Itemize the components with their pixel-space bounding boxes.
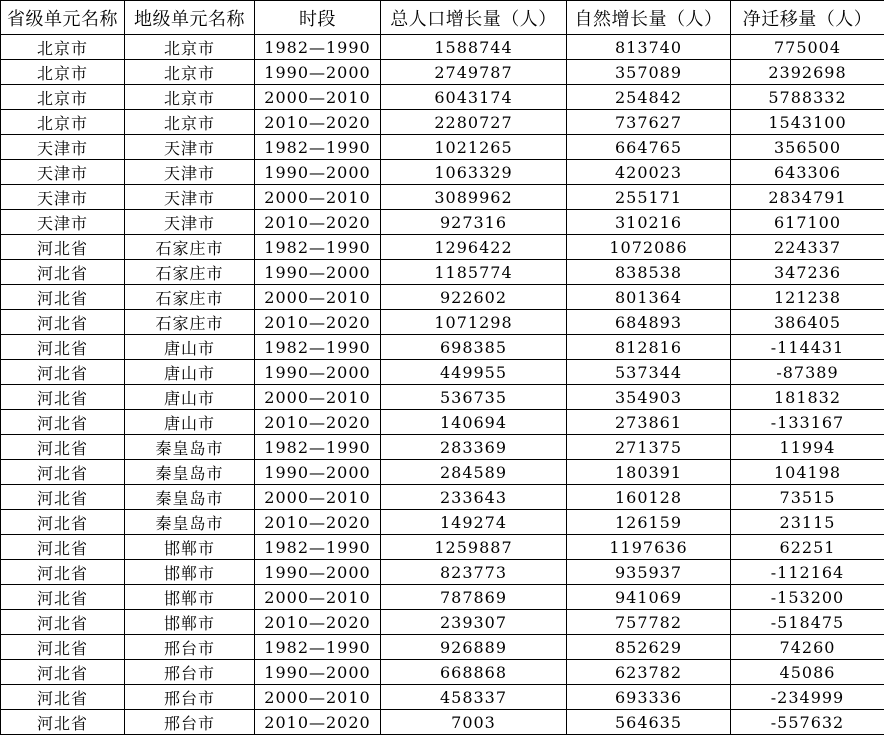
cell-total-growth: 1071298 xyxy=(381,310,567,335)
cell-period: 2000—2010 xyxy=(255,285,381,310)
cell-prefecture: 唐山市 xyxy=(125,360,255,385)
cell-total-growth: 284589 xyxy=(381,460,567,485)
cell-province: 河北省 xyxy=(1,335,125,360)
cell-period: 1990—2000 xyxy=(255,60,381,85)
table-row xyxy=(1,260,884,285)
cell-natural-growth: 537344 xyxy=(567,360,731,385)
cell-total-growth: 823773 xyxy=(381,560,567,585)
table-row xyxy=(1,335,884,360)
cell-prefecture: 唐山市 xyxy=(125,410,255,435)
cell-period: 2000—2010 xyxy=(255,85,381,110)
cell-period: 1990—2000 xyxy=(255,360,381,385)
cell-prefecture: 邯郸市 xyxy=(125,610,255,635)
cell-province: 河北省 xyxy=(1,535,125,560)
cell-total-growth: 1296422 xyxy=(381,235,567,260)
cell-total-growth: 149274 xyxy=(381,510,567,535)
cell-prefecture: 天津市 xyxy=(125,210,255,235)
table-row xyxy=(1,285,884,310)
cell-total-growth: 458337 xyxy=(381,685,567,710)
cell-net-migration: -557632 xyxy=(731,710,884,735)
cell-prefecture: 秦皇岛市 xyxy=(125,485,255,510)
cell-natural-growth: 564635 xyxy=(567,710,731,735)
cell-prefecture: 邯郸市 xyxy=(125,560,255,585)
cell-prefecture: 秦皇岛市 xyxy=(125,510,255,535)
cell-period: 1990—2000 xyxy=(255,460,381,485)
cell-net-migration: -153200 xyxy=(731,585,884,610)
table-row xyxy=(1,535,884,560)
cell-natural-growth: 838538 xyxy=(567,260,731,285)
cell-net-migration: 1543100 xyxy=(731,110,884,135)
cell-net-migration: 104198 xyxy=(731,460,884,485)
cell-period: 2010—2020 xyxy=(255,510,381,535)
cell-net-migration: 386405 xyxy=(731,310,884,335)
cell-total-growth: 449955 xyxy=(381,360,567,385)
cell-total-growth: 1259887 xyxy=(381,535,567,560)
cell-natural-growth: 941069 xyxy=(567,585,731,610)
cell-total-growth: 6043174 xyxy=(381,85,567,110)
cell-total-growth: 1588744 xyxy=(381,35,567,60)
table-row xyxy=(1,110,884,135)
cell-natural-growth: 255171 xyxy=(567,185,731,210)
cell-prefecture: 天津市 xyxy=(125,135,255,160)
cell-net-migration: -114431 xyxy=(731,335,884,360)
cell-province: 天津市 xyxy=(1,135,125,160)
cell-province: 河北省 xyxy=(1,235,125,260)
cell-province: 北京市 xyxy=(1,85,125,110)
table-row xyxy=(1,310,884,335)
cell-prefecture: 邯郸市 xyxy=(125,585,255,610)
cell-net-migration: 617100 xyxy=(731,210,884,235)
cell-prefecture: 邢台市 xyxy=(125,685,255,710)
header-net-migration: 净迁移量（人） xyxy=(731,1,884,35)
table-row xyxy=(1,635,884,660)
cell-province: 河北省 xyxy=(1,635,125,660)
cell-net-migration: 224337 xyxy=(731,235,884,260)
cell-province: 天津市 xyxy=(1,185,125,210)
table-row xyxy=(1,560,884,585)
table-row xyxy=(1,485,884,510)
cell-period: 2010—2020 xyxy=(255,110,381,135)
cell-period: 1990—2000 xyxy=(255,160,381,185)
header-natural-growth: 自然增长量（人） xyxy=(567,1,731,35)
table-row xyxy=(1,385,884,410)
cell-net-migration: -518475 xyxy=(731,610,884,635)
table-row xyxy=(1,135,884,160)
cell-natural-growth: 1197636 xyxy=(567,535,731,560)
cell-prefecture: 邢台市 xyxy=(125,710,255,735)
cell-province: 河北省 xyxy=(1,485,125,510)
cell-net-migration: 45086 xyxy=(731,660,884,685)
cell-period: 2010—2020 xyxy=(255,310,381,335)
cell-net-migration: 2392698 xyxy=(731,60,884,85)
cell-natural-growth: 254842 xyxy=(567,85,731,110)
table-row xyxy=(1,35,884,60)
cell-period: 1982—1990 xyxy=(255,235,381,260)
cell-natural-growth: 273861 xyxy=(567,410,731,435)
cell-natural-growth: 852629 xyxy=(567,635,731,660)
cell-province: 河北省 xyxy=(1,610,125,635)
cell-total-growth: 1063329 xyxy=(381,160,567,185)
cell-prefecture: 北京市 xyxy=(125,35,255,60)
cell-net-migration: -133167 xyxy=(731,410,884,435)
cell-province: 河北省 xyxy=(1,360,125,385)
cell-natural-growth: 271375 xyxy=(567,435,731,460)
table-row xyxy=(1,235,884,260)
cell-total-growth: 536735 xyxy=(381,385,567,410)
cell-period: 2000—2010 xyxy=(255,485,381,510)
cell-natural-growth: 623782 xyxy=(567,660,731,685)
cell-period: 1990—2000 xyxy=(255,560,381,585)
cell-province: 河北省 xyxy=(1,385,125,410)
cell-period: 2010—2020 xyxy=(255,410,381,435)
cell-net-migration: 73515 xyxy=(731,485,884,510)
cell-province: 天津市 xyxy=(1,210,125,235)
cell-prefecture: 北京市 xyxy=(125,110,255,135)
cell-prefecture: 石家庄市 xyxy=(125,310,255,335)
cell-net-migration: 2834791 xyxy=(731,185,884,210)
cell-total-growth: 698385 xyxy=(381,335,567,360)
table-row xyxy=(1,410,884,435)
cell-prefecture: 邢台市 xyxy=(125,635,255,660)
cell-natural-growth: 684893 xyxy=(567,310,731,335)
cell-prefecture: 秦皇岛市 xyxy=(125,435,255,460)
cell-total-growth: 1021265 xyxy=(381,135,567,160)
cell-total-growth: 233643 xyxy=(381,485,567,510)
cell-period: 1982—1990 xyxy=(255,635,381,660)
cell-total-growth: 927316 xyxy=(381,210,567,235)
cell-province: 河北省 xyxy=(1,435,125,460)
cell-total-growth: 1185774 xyxy=(381,260,567,285)
table-row xyxy=(1,435,884,460)
table-row xyxy=(1,585,884,610)
header-row xyxy=(1,1,884,35)
cell-natural-growth: 160128 xyxy=(567,485,731,510)
cell-total-growth: 926889 xyxy=(381,635,567,660)
cell-net-migration: -112164 xyxy=(731,560,884,585)
cell-net-migration: 347236 xyxy=(731,260,884,285)
cell-province: 河北省 xyxy=(1,260,125,285)
cell-period: 1982—1990 xyxy=(255,135,381,160)
table-row xyxy=(1,185,884,210)
cell-total-growth: 283369 xyxy=(381,435,567,460)
cell-province: 天津市 xyxy=(1,160,125,185)
cell-net-migration: 23115 xyxy=(731,510,884,535)
header-total-growth: 总人口增长量（人） xyxy=(381,1,567,35)
cell-natural-growth: 813740 xyxy=(567,35,731,60)
cell-period: 1982—1990 xyxy=(255,435,381,460)
cell-province: 河北省 xyxy=(1,410,125,435)
cell-period: 1990—2000 xyxy=(255,260,381,285)
cell-province: 河北省 xyxy=(1,510,125,535)
header-prefecture: 地级单元名称 xyxy=(125,1,255,35)
cell-prefecture: 邢台市 xyxy=(125,660,255,685)
cell-natural-growth: 180391 xyxy=(567,460,731,485)
table-header xyxy=(1,1,884,35)
table-row xyxy=(1,60,884,85)
cell-period: 2000—2010 xyxy=(255,385,381,410)
cell-period: 2000—2010 xyxy=(255,585,381,610)
cell-period: 1982—1990 xyxy=(255,535,381,560)
cell-natural-growth: 310216 xyxy=(567,210,731,235)
cell-province: 河北省 xyxy=(1,285,125,310)
cell-total-growth: 7003 xyxy=(381,710,567,735)
cell-natural-growth: 801364 xyxy=(567,285,731,310)
cell-net-migration: 181832 xyxy=(731,385,884,410)
table-row xyxy=(1,610,884,635)
cell-province: 北京市 xyxy=(1,35,125,60)
header-province: 省级单元名称 xyxy=(1,1,125,35)
cell-net-migration: 74260 xyxy=(731,635,884,660)
cell-net-migration: 62251 xyxy=(731,535,884,560)
table-row xyxy=(1,510,884,535)
cell-total-growth: 3089962 xyxy=(381,185,567,210)
cell-period: 2000—2010 xyxy=(255,685,381,710)
cell-province: 河北省 xyxy=(1,460,125,485)
cell-prefecture: 秦皇岛市 xyxy=(125,460,255,485)
cell-province: 河北省 xyxy=(1,710,125,735)
cell-prefecture: 石家庄市 xyxy=(125,260,255,285)
cell-natural-growth: 664765 xyxy=(567,135,731,160)
cell-net-migration: 356500 xyxy=(731,135,884,160)
cell-total-growth: 2280727 xyxy=(381,110,567,135)
cell-province: 河北省 xyxy=(1,310,125,335)
cell-total-growth: 239307 xyxy=(381,610,567,635)
cell-natural-growth: 935937 xyxy=(567,560,731,585)
table-row xyxy=(1,685,884,710)
cell-total-growth: 2749787 xyxy=(381,60,567,85)
cell-prefecture: 北京市 xyxy=(125,60,255,85)
cell-natural-growth: 757782 xyxy=(567,610,731,635)
cell-period: 1990—2000 xyxy=(255,660,381,685)
cell-net-migration: 775004 xyxy=(731,35,884,60)
table-row xyxy=(1,710,884,735)
cell-province: 河北省 xyxy=(1,660,125,685)
cell-province: 河北省 xyxy=(1,685,125,710)
cell-period: 2010—2020 xyxy=(255,610,381,635)
cell-total-growth: 787869 xyxy=(381,585,567,610)
cell-province: 河北省 xyxy=(1,585,125,610)
cell-total-growth: 668868 xyxy=(381,660,567,685)
cell-natural-growth: 737627 xyxy=(567,110,731,135)
cell-natural-growth: 693336 xyxy=(567,685,731,710)
cell-natural-growth: 357089 xyxy=(567,60,731,85)
cell-natural-growth: 126159 xyxy=(567,510,731,535)
cell-prefecture: 天津市 xyxy=(125,160,255,185)
table-row xyxy=(1,460,884,485)
cell-net-migration: -234999 xyxy=(731,685,884,710)
cell-province: 北京市 xyxy=(1,110,125,135)
table-row xyxy=(1,660,884,685)
cell-natural-growth: 1072086 xyxy=(567,235,731,260)
table-row xyxy=(1,85,884,110)
table-body xyxy=(1,35,884,735)
table-row xyxy=(1,360,884,385)
table-row xyxy=(1,210,884,235)
cell-prefecture: 唐山市 xyxy=(125,335,255,360)
cell-period: 2010—2020 xyxy=(255,710,381,735)
cell-province: 河北省 xyxy=(1,560,125,585)
cell-net-migration: 11994 xyxy=(731,435,884,460)
cell-net-migration: 643306 xyxy=(731,160,884,185)
cell-natural-growth: 812816 xyxy=(567,335,731,360)
cell-total-growth: 140694 xyxy=(381,410,567,435)
cell-prefecture: 唐山市 xyxy=(125,385,255,410)
cell-prefecture: 石家庄市 xyxy=(125,285,255,310)
cell-natural-growth: 420023 xyxy=(567,160,731,185)
cell-period: 2010—2020 xyxy=(255,210,381,235)
cell-province: 北京市 xyxy=(1,60,125,85)
cell-net-migration: -87389 xyxy=(731,360,884,385)
cell-total-growth: 922602 xyxy=(381,285,567,310)
cell-period: 1982—1990 xyxy=(255,35,381,60)
cell-net-migration: 121238 xyxy=(731,285,884,310)
header-period: 时段 xyxy=(255,1,381,35)
cell-prefecture: 石家庄市 xyxy=(125,235,255,260)
cell-period: 1982—1990 xyxy=(255,335,381,360)
cell-net-migration: 5788332 xyxy=(731,85,884,110)
cell-prefecture: 北京市 xyxy=(125,85,255,110)
cell-natural-growth: 354903 xyxy=(567,385,731,410)
table-row xyxy=(1,160,884,185)
cell-prefecture: 天津市 xyxy=(125,185,255,210)
cell-period: 2000—2010 xyxy=(255,185,381,210)
cell-prefecture: 邯郸市 xyxy=(125,535,255,560)
